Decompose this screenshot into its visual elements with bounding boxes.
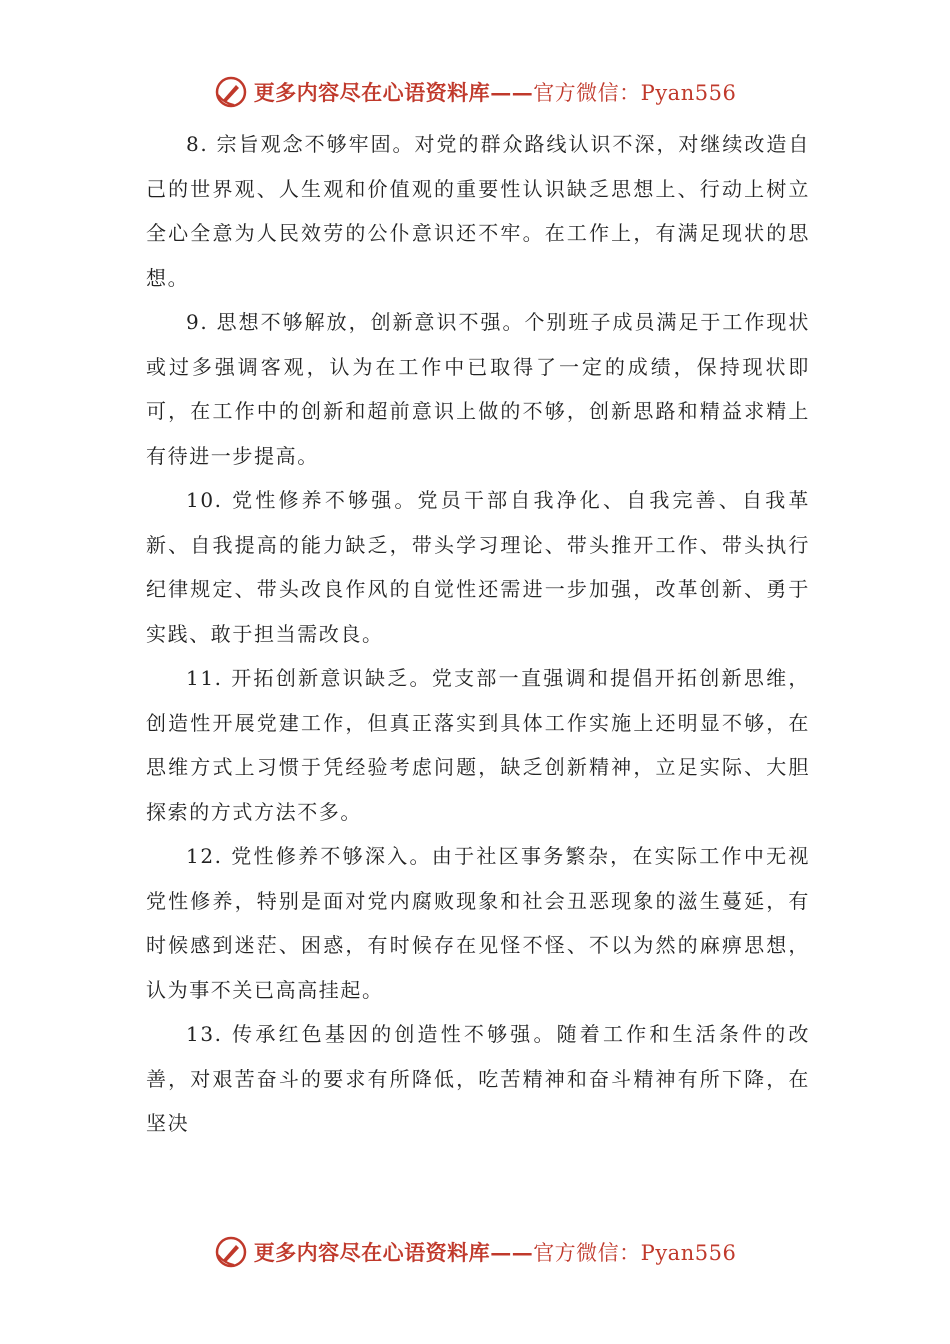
header-banner-text	[254, 77, 737, 107]
paragraph-8: 8. 宗旨观念不够牢固。对党的群众路线认识不深，对继续改造自己的世界观、人生观和价值观的重要性认识缺乏思想上、行动上树立全心全意为人民效劳的公仆意识还不牢。在工作上，有满足现状的思想。	[146, 132, 810, 290]
pen-circle-logo-icon	[214, 1235, 248, 1269]
banner-main-text: 更多内容尽在心语资料库	[253, 80, 491, 105]
footer-banner-text	[254, 1237, 737, 1267]
pen-circle-logo-icon	[214, 75, 248, 109]
banner-main-text: 更多内容尽在心语资料库	[253, 1240, 491, 1265]
banner-wechat-text: 官方微信：Pyan556	[533, 1241, 737, 1265]
footer-banner	[0, 1232, 950, 1272]
banner-wechat-text: 官方微信：Pyan556	[533, 81, 737, 105]
paragraph-12: 12. 党性修养不够深入。由于社区事务繁杂，在实际工作中无视党性修养，特别是面对党内腐败现象和社会丑恶现象的滋生蔓延，有时候感到迷茫、困惑，有时候存在见怪不怪、不以为然的麻痹思想， 认为事不关已高高挂起。	[146, 844, 810, 1002]
header-banner	[0, 72, 950, 112]
banner-dash: ——	[490, 80, 534, 105]
banner-dash: ——	[490, 1240, 534, 1265]
document-body	[146, 122, 810, 1146]
paragraph-9: 9. 思想不够解放，创新意识不强。个别班子成员满足于工作现状或过多强调客观，认为在工作中已取得了一定的成绩，保持现状即可，在工作中的创新和超前意识上做的不够，创新思路和精益求精上有待进一步提高。	[146, 310, 810, 468]
paragraph-11: 11. 开拓创新意识缺乏。党支部一直强调和提倡开拓创新思维，创造性开展党建工作，但真正落实到具体工作实施上还明显不够，在思维方式上习惯于凭经验考虑问题，缺乏创新精神，立足实际、大胆探索的方式方法不多。	[146, 666, 810, 824]
paragraph-13: 13. 传承红色基因的创造性不够强。随着工作和生活条件的改善，对艰苦奋斗的要求有所降低，吃苦精神和奋斗精神有所下降，在坚决	[146, 1022, 810, 1135]
paragraph-10: 10. 党性修养不够强。党员干部自我净化、自我完善、自我革新、自我提高的能力缺乏，带头学习理论、带头推开工作、带头执行纪律规定、带头改良作风的自觉性还需进一步加强，改革创新、勇于实践、敢于担当需改良。	[146, 488, 810, 646]
